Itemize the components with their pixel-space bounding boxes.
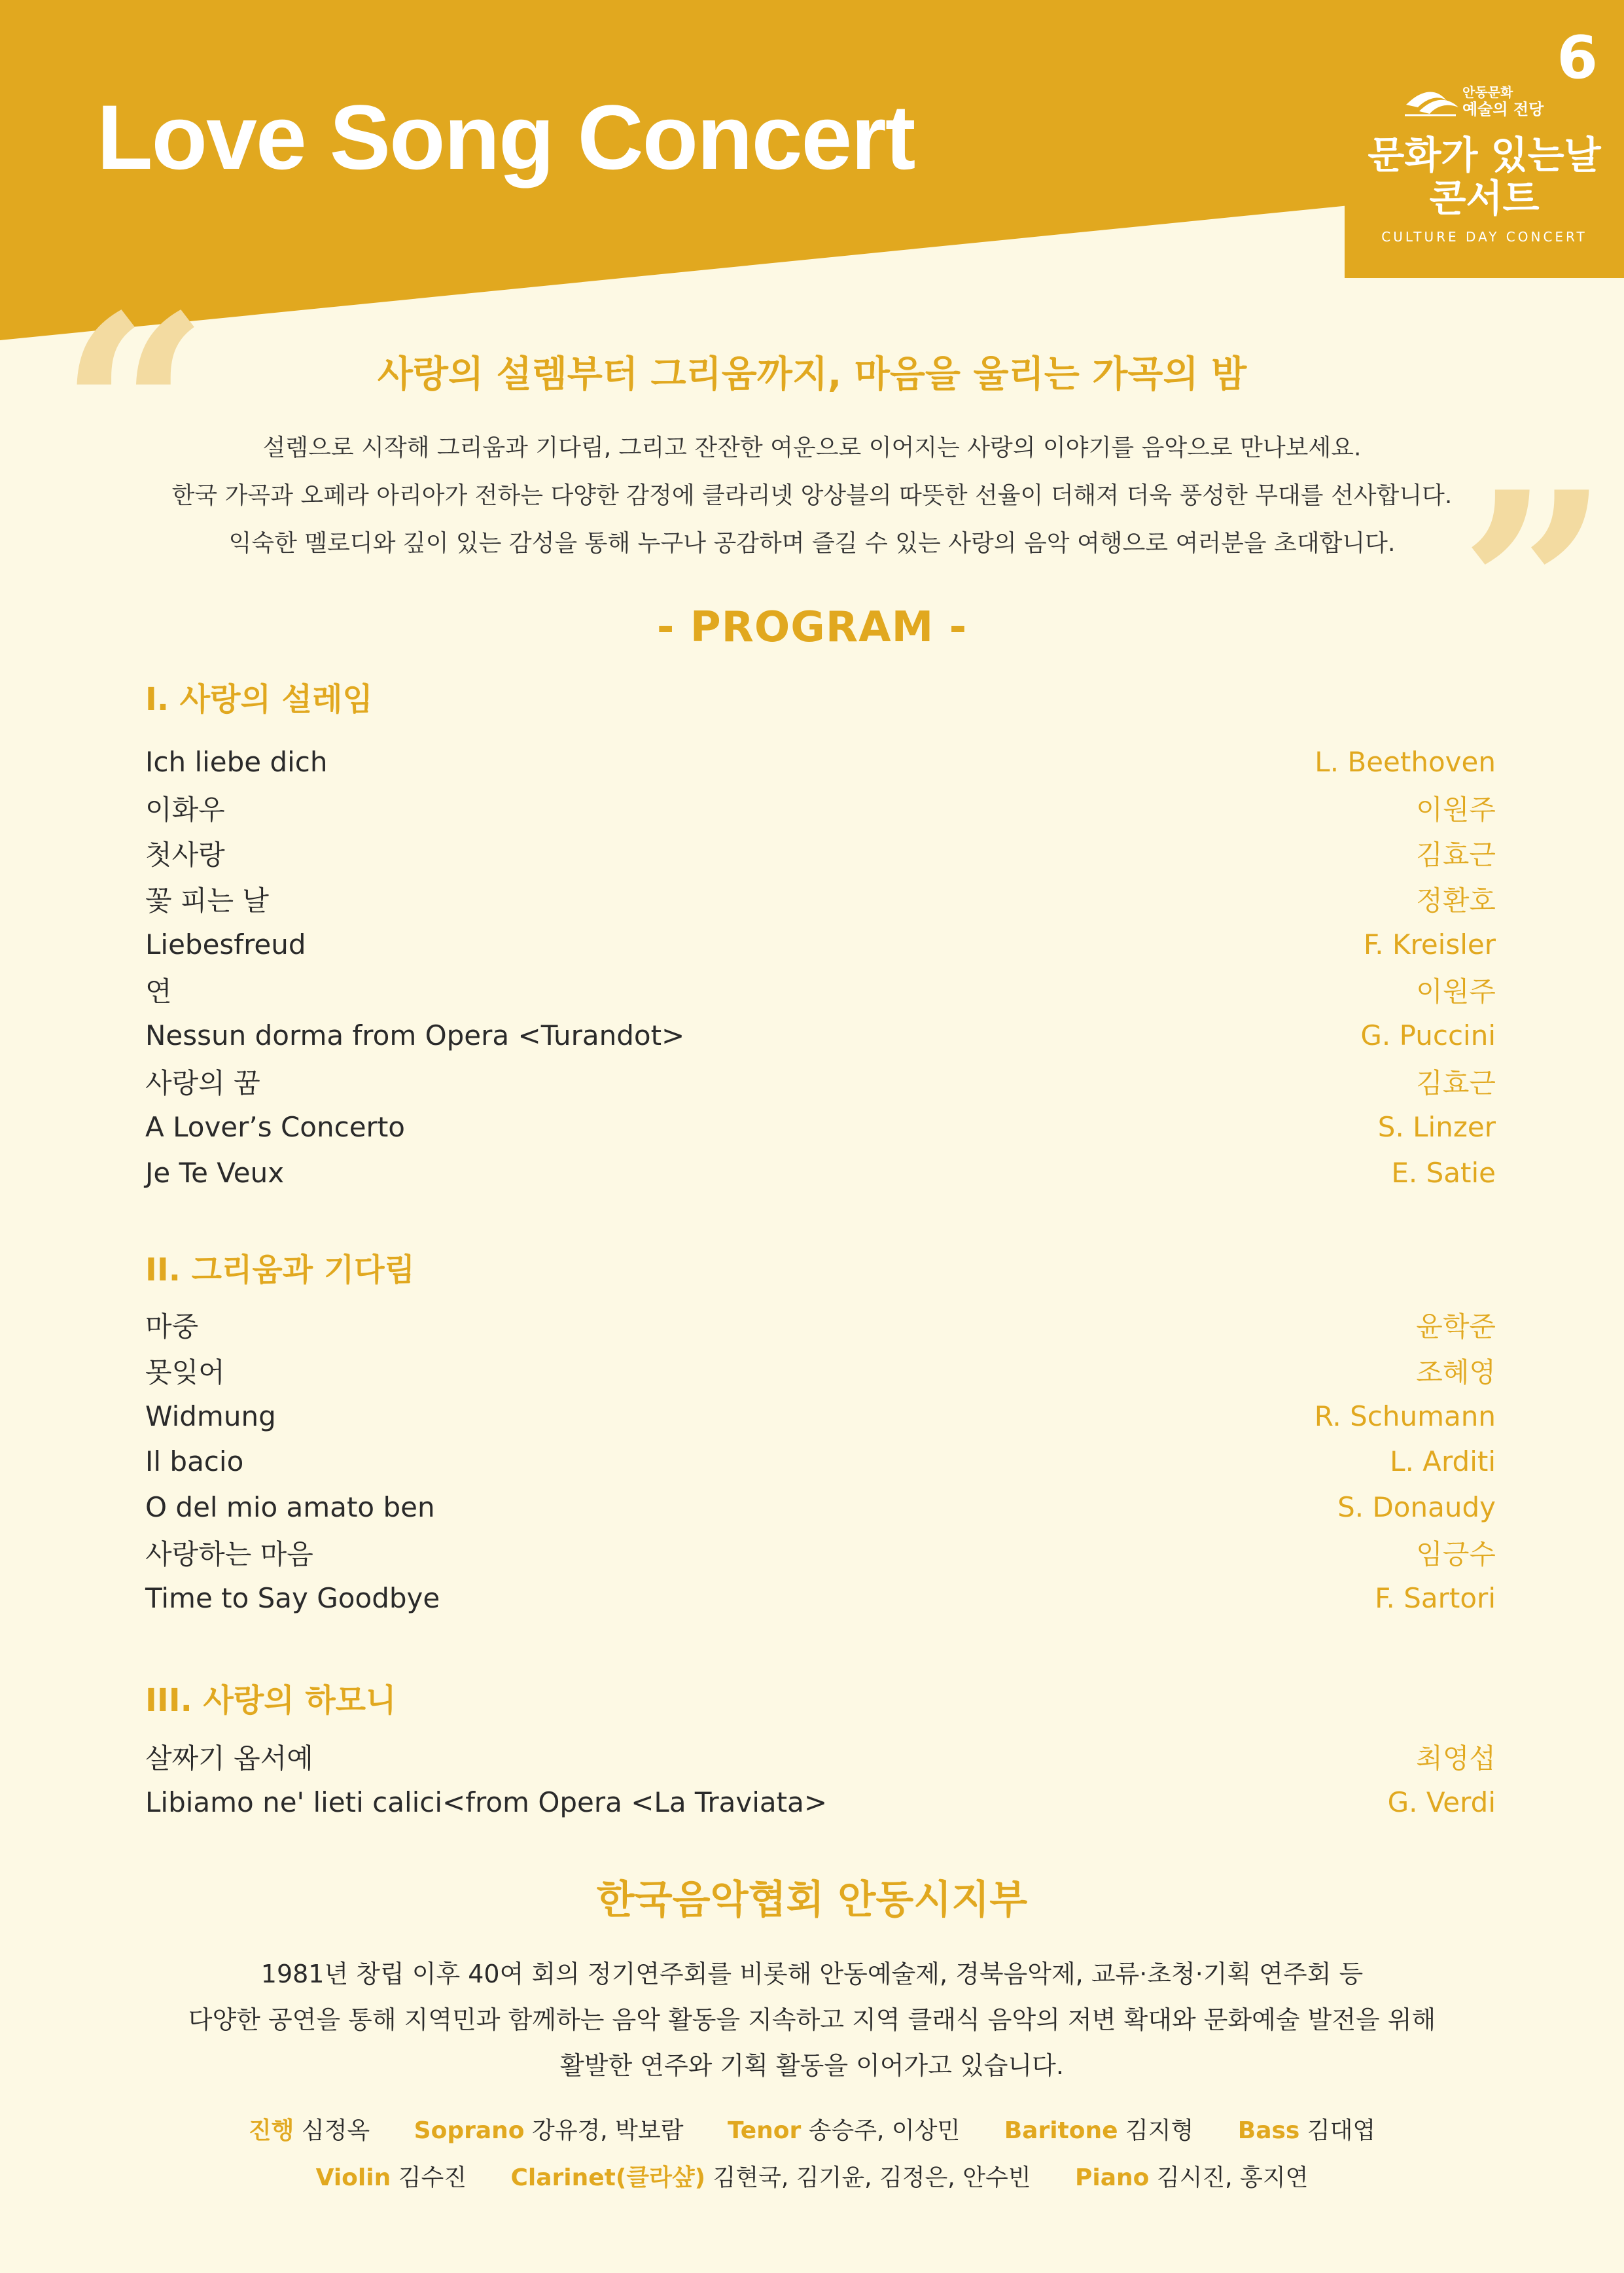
program-list-1 [145, 739, 1496, 1195]
series-subtitle: CULTURE DAY CONCERT [1381, 229, 1587, 245]
credit-label: Tenor [727, 2117, 802, 2144]
credit-label: Violin [315, 2164, 391, 2191]
association-name: 한국음악협회 안동시지부 [596, 1877, 1028, 1923]
credits-row-2 [0, 2155, 1624, 2201]
series-brand-box [1345, 0, 1624, 278]
arts-center-name: 안동문화 예술의 전당 [1462, 84, 1544, 118]
program-item: Ich liebe dich L. Beethoven [145, 746, 1496, 779]
credit-names: 강유경, 박보람 [531, 2117, 684, 2144]
close-quote-icon: ” [1459, 435, 1610, 743]
credits-row-1 [0, 2108, 1624, 2154]
program-item: Je Te Veux E. Satie [145, 1156, 1496, 1189]
program-item: Widmung R. Schumann [145, 1400, 1496, 1432]
credit-names: 김지형 [1125, 2117, 1194, 2144]
section-title-2: II. 그리움과 기다림 [145, 1252, 415, 1288]
program-item: 이화우 이원주 [145, 793, 1496, 826]
program-item: Il bacio L. Arditi [145, 1445, 1496, 1478]
program-item: 살짜기 옵서예 최영섭 [145, 1742, 1496, 1774]
program-item: 마중 윤학준 [145, 1310, 1496, 1343]
page-title: Love Song Concert [97, 86, 915, 188]
program-item: O del mio amato ben S. Donaudy [145, 1491, 1496, 1524]
program-heading: - PROGRAM - [656, 603, 968, 652]
association-description: 1981년 창립 이후 40여 회의 정기연주회를 비롯해 안동예술제, 경북음악제, 교류·초청·기획 연주회 등 다양한 공연을 통해 지역민과 함께하는 음악 활동을 지속하고 지역 클래식 음악의 저변 확대와 문화예술 발전을 위해 활발한 연주와 기획 활동을 이어가고 있습니다. [188, 1960, 1436, 2080]
credit-label: Piano [1074, 2164, 1150, 2191]
intro-text: 설렘으로 시작해 그리움과 기다림, 그리고 잔잔한 여운으로 이어지는 사랑의 이야기를 음악으로 만나보세요. 한국 가곡과 오페라 아리아가 전하는 다양한 감정에 클라리넷 앙상블의 따뜻한 선율이 더해져 더욱 풍성한 무대를 선사합니다. 익숙한 멜로디와 깊이 있는 감성을 통해 누구나 공감하며 즐길 수 있는 사랑의 음악 여행으로 여러분을 초대합니다. [171, 434, 1453, 557]
credit-names: 송승주, 이상민 [808, 2117, 961, 2144]
program-list-2 [145, 1302, 1496, 1621]
series-title: 문화가 있는날 콘서트 [1368, 133, 1601, 220]
program-item: Nessun dorma from Opera <Turandot> G. Puccini [145, 1019, 1496, 1052]
program-item: A Lover’s Concerto S. Linzer [145, 1110, 1496, 1143]
credit-label: Baritone [1004, 2117, 1118, 2144]
section-title-3: III. 사랑의 하모니 [145, 1682, 397, 1719]
credit-names: 김시진, 홍지연 [1156, 2164, 1309, 2191]
tagline: 사랑의 설렘부터 그리움까지, 마음을 울리는 가곡의 밤 [377, 353, 1247, 396]
program-item: 사랑의 꿈 김효근 [145, 1066, 1496, 1099]
program-list-3 [145, 1734, 1496, 1825]
program-item: Time to Say Goodbye F. Sartori [145, 1582, 1496, 1615]
program-item: 사랑하는 마음 임긍수 [145, 1538, 1496, 1571]
credit-label: 진행 [248, 2117, 294, 2144]
credit-label: Soprano [414, 2117, 525, 2144]
program-item: 연 이원주 [145, 976, 1496, 1008]
credit-label: Bass [1237, 2117, 1300, 2144]
program-item: Libiamo ne' lieti calici<from Opera <La Traviata> G. Verdi [145, 1786, 1496, 1819]
program-item: Liebesfreud F. Kreisler [145, 928, 1496, 961]
credit-names: 김수진 [398, 2164, 467, 2191]
program-item: 첫사랑 김효근 [145, 839, 1496, 872]
credit-label: Clarinet(클라샾) [510, 2164, 706, 2191]
credit-names: 김현국, 김기윤, 김정은, 안수빈 [713, 2164, 1031, 2191]
credit-names: 심정옥 [301, 2117, 370, 2144]
page-number: 6 [1557, 24, 1598, 92]
section-title-1: I. 사랑의 설레임 [145, 681, 373, 718]
program-item: 꽃 피는 날 정환호 [145, 884, 1496, 917]
credit-names: 김대엽 [1307, 2117, 1376, 2144]
program-item: 못잊어 조혜영 [145, 1356, 1496, 1388]
open-quote-icon: “ [59, 258, 210, 566]
